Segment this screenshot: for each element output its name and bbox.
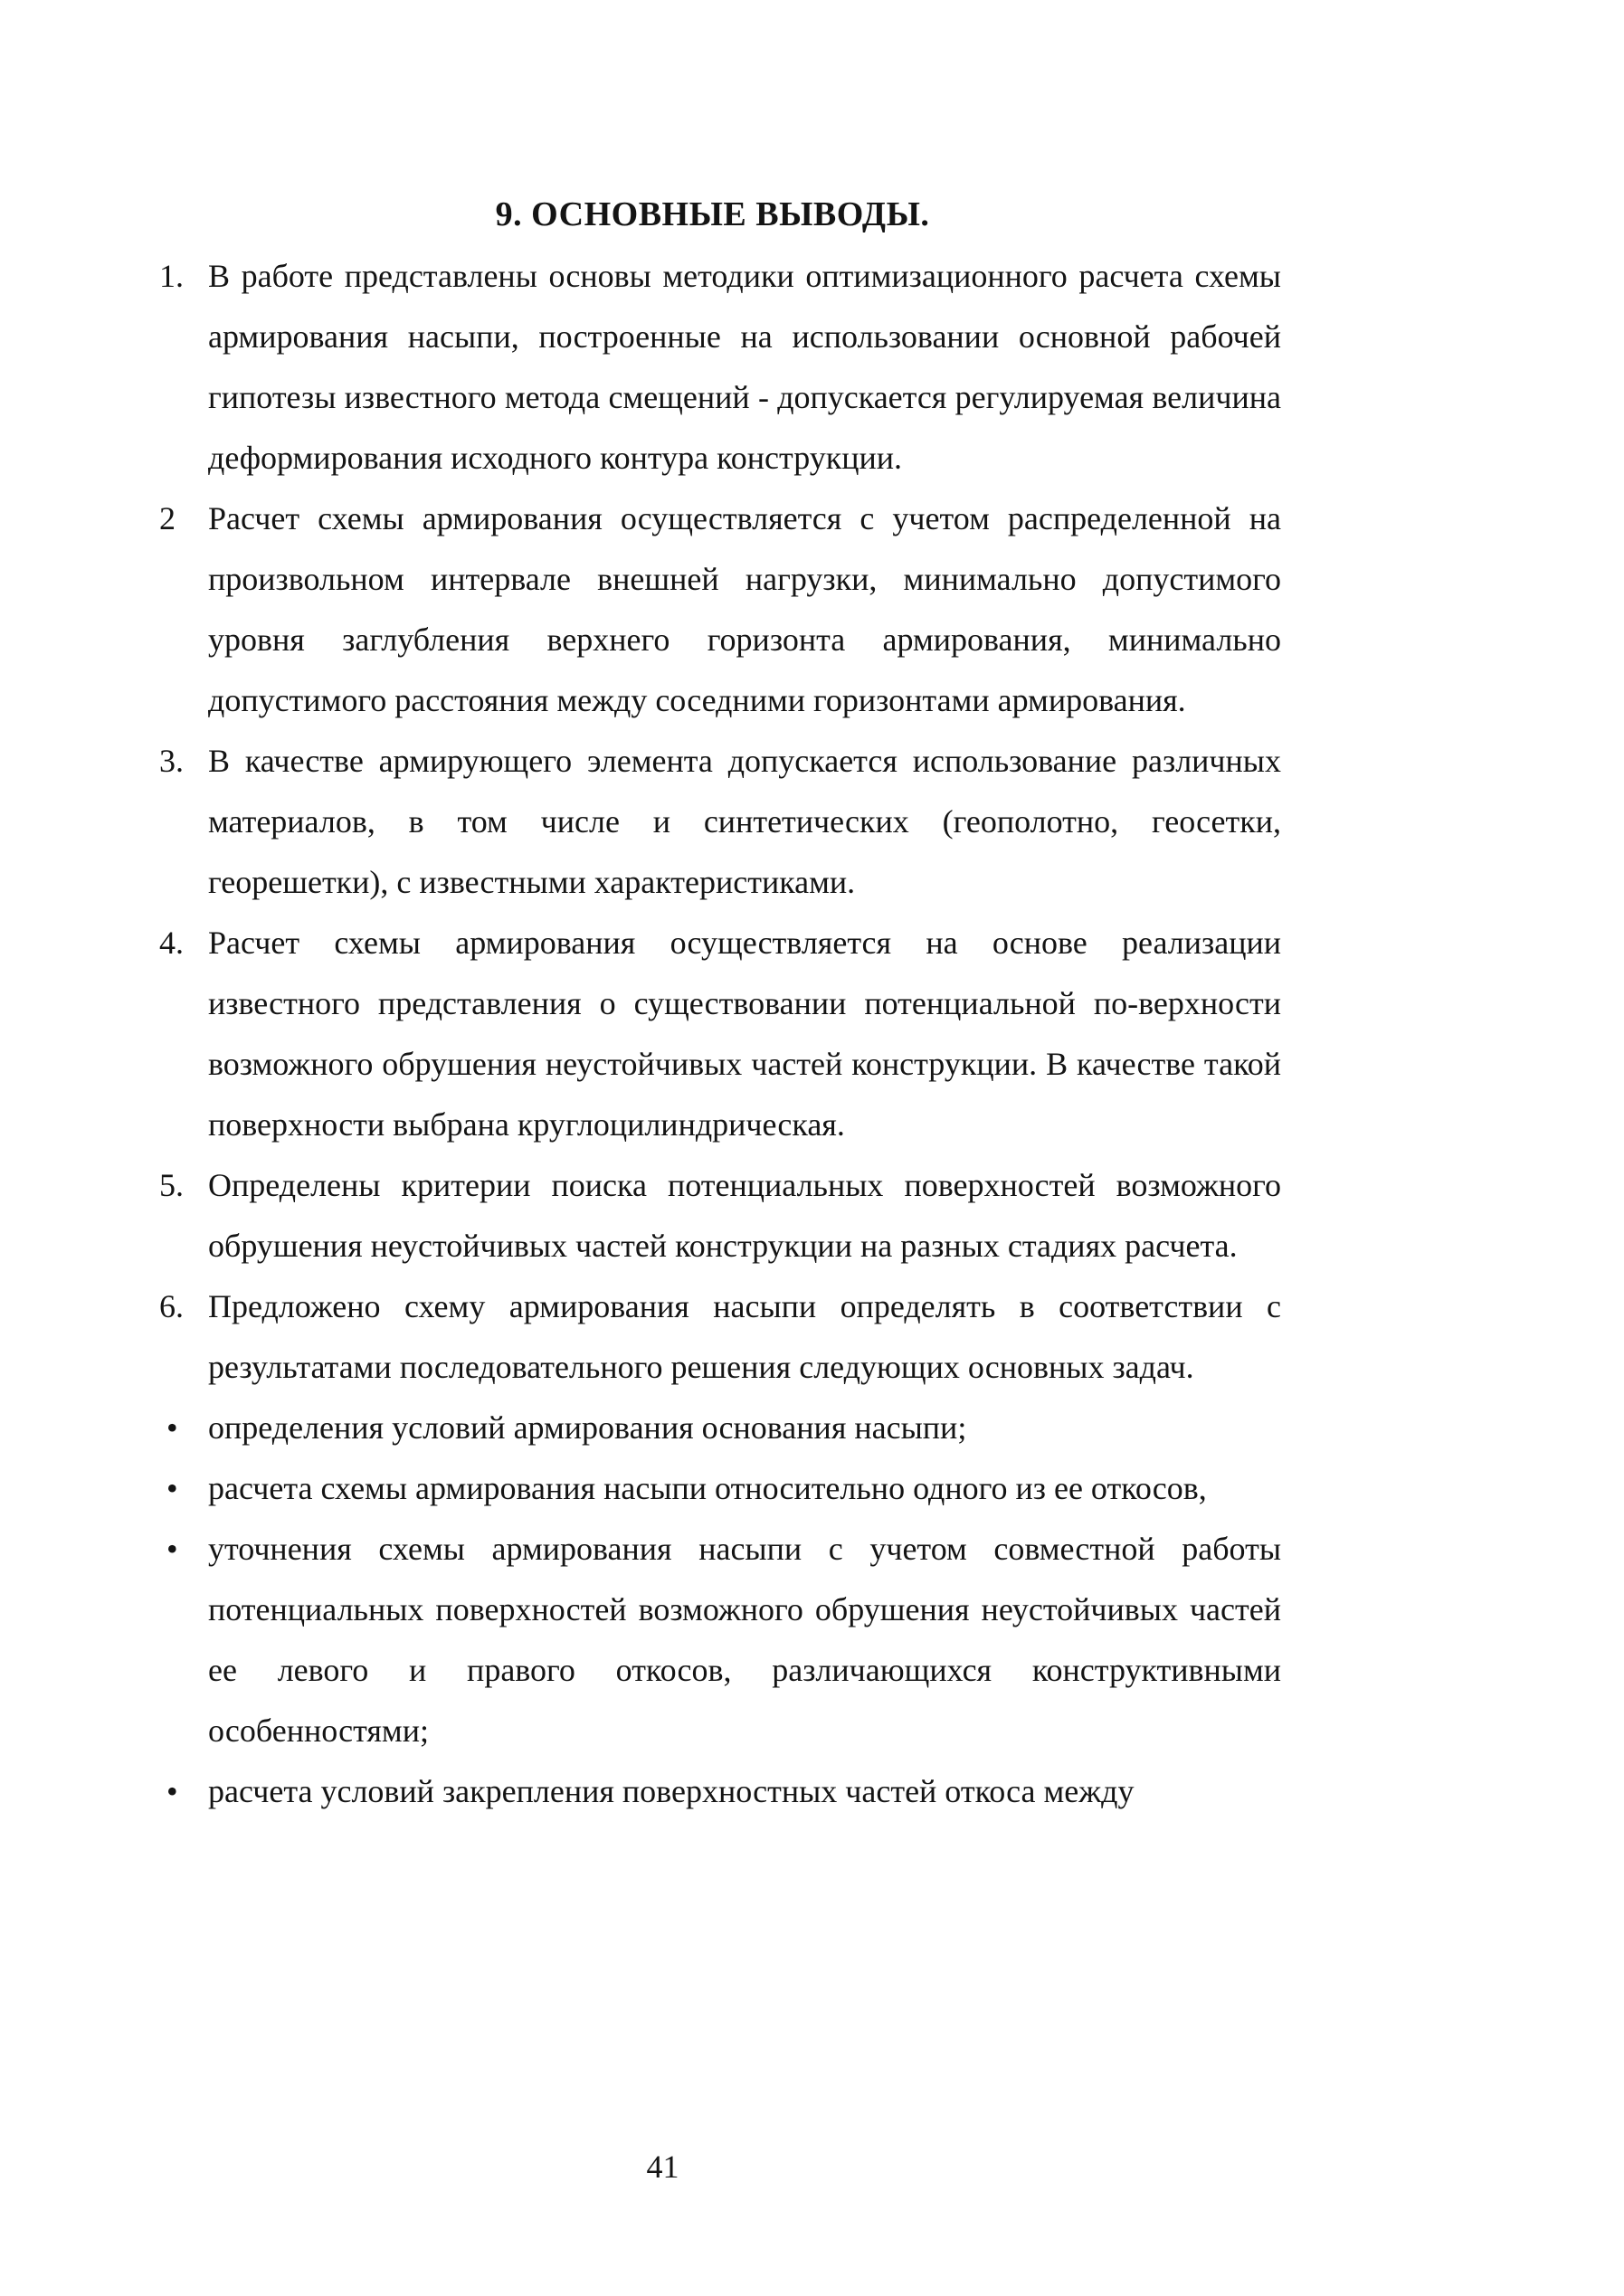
item-number: 5.	[159, 1167, 184, 1203]
bullet-icon: •	[166, 1773, 178, 1809]
bullet-icon: •	[166, 1409, 178, 1446]
bullet-icon: •	[166, 1470, 178, 1506]
item-text: В работе представлены основы методики оптимизационного расчета схемы армирования насыпи, построенные на использовании основной рабочей гипотезы известного метода смещений - допускается регулируемая величина деформирования исходного контура конструкции.	[208, 258, 1281, 476]
task-bullet-4	[159, 1761, 1281, 1822]
item-text: Определены критерии поиска потенциальных поверхностей возможного обрушения неустойчивых частей конструкции на разных стадиях расчета.	[208, 1167, 1281, 1264]
bullet-icon: •	[166, 1531, 178, 1567]
task-bullet-3	[159, 1519, 1281, 1761]
conclusion-item-4	[159, 913, 1281, 1155]
bullet-text: расчета условий закрепления поверхностных частей откоса между	[208, 1773, 1135, 1809]
item-number: 1.	[159, 258, 184, 294]
conclusion-item-5	[159, 1155, 1281, 1276]
conclusion-item-1	[159, 246, 1281, 489]
item-number: 3.	[159, 743, 184, 779]
bullet-text: уточнения схемы армирования насыпи с учетом совместной работы потенциальных поверхностей возможного обрушения неустойчивых частей ее левого и правого откосов, различающихся конструктивными особенностями;	[208, 1531, 1281, 1749]
item-text: Предложено схему армирования насыпи определять в соответствии с результатами последовательного решения следующих основных задач.	[208, 1288, 1281, 1385]
item-number: 2	[159, 500, 176, 536]
conclusion-item-6	[159, 1276, 1281, 1398]
task-bullet-1	[159, 1398, 1281, 1458]
page-number: 41	[646, 2149, 679, 2185]
item-text: В качестве армирующего элемента допускается использование различных материалов, в том числе и синтетических (геополотно, геосетки, георешетки), с известными характеристиками.	[208, 743, 1281, 900]
conclusion-item-2	[159, 489, 1281, 731]
bullet-text: расчета схемы армирования насыпи относительно одного из ее откосов,	[208, 1470, 1207, 1506]
conclusions-body	[159, 246, 1281, 1822]
item-number: 4.	[159, 925, 184, 961]
item-number: 6.	[159, 1288, 184, 1324]
bullet-text: определения условий армирования основания насыпи;	[208, 1409, 967, 1446]
conclusion-item-3	[159, 731, 1281, 913]
item-text: Расчет схемы армирования осуществляется на основе реализации известного представления о существовании потенциальной по-верхности возможного обрушения неустойчивых частей конструкции. В качестве такой поверхности выбрана круглоцилиндрическая.	[208, 925, 1281, 1143]
task-bullet-2	[159, 1458, 1281, 1519]
section-title: 9. ОСНОВНЫЕ ВЫВОДЫ.	[495, 195, 930, 233]
item-text: Расчет схемы армирования осуществляется с учетом распределенной на произвольном интервале внешней нагрузки, минимально допустимого уровня заглубления верхнего горизонта армирования, минимально допустимого расстояния между соседними горизонтами армирования.	[208, 500, 1281, 718]
